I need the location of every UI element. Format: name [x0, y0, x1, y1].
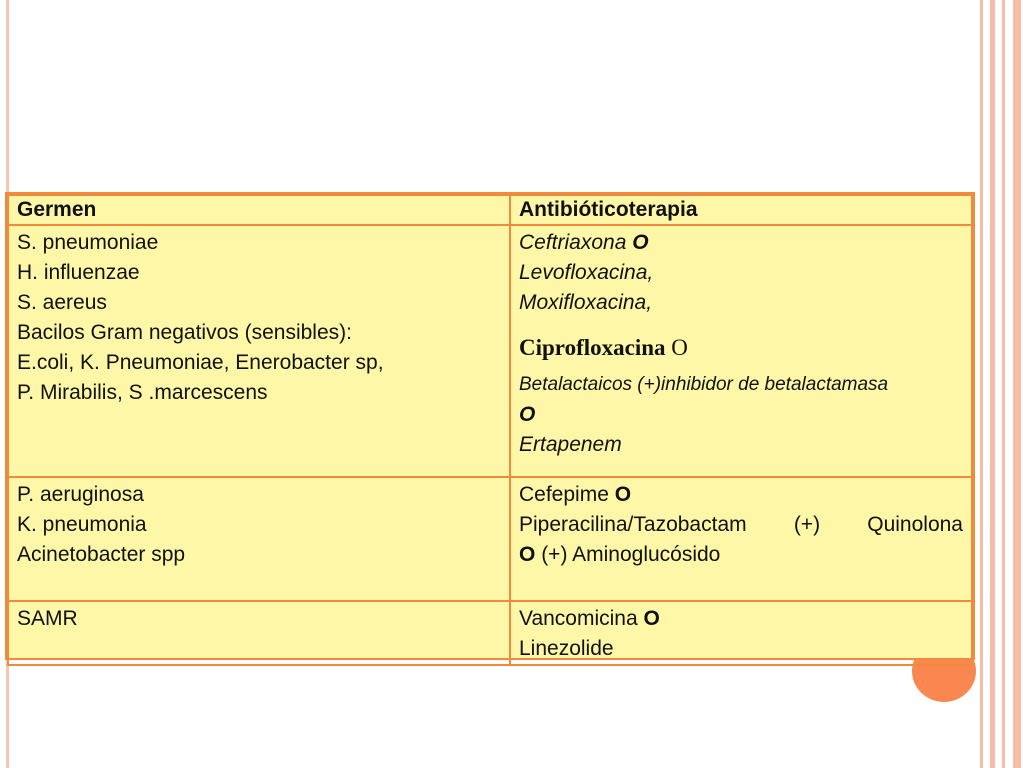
- drug-name: Quinolona: [867, 513, 963, 536]
- germ-item: E.coli, K. Pneumoniae, Enerobacter sp,: [17, 351, 384, 374]
- therapy-line: Levofloxacina,: [519, 261, 654, 284]
- germ-item: P. Mirabilis, S .marcescens: [17, 381, 268, 404]
- therapy-cell: [510, 477, 972, 601]
- therapy-line: [519, 604, 963, 634]
- drug-name: Piperacilina/Tazobactam: [519, 513, 747, 536]
- table-row: [8, 601, 972, 665]
- germ-item: SAMR: [17, 607, 78, 630]
- or-conjunction: O: [519, 543, 536, 566]
- therapy-line: [519, 332, 963, 364]
- germ-item: K. pneumonia: [17, 513, 147, 536]
- drug-name: Ceftriaxona: [519, 231, 627, 254]
- drug-name: Ciprofloxacina: [519, 335, 666, 360]
- or-conjunction: O: [519, 403, 536, 426]
- stripe: [1013, 0, 1021, 768]
- antibiotic-table-grid: [7, 194, 973, 666]
- therapy-line: Betalactaicos (+)inhibidor de betalactamasa: [519, 374, 889, 395]
- therapy-line: Ertapenem: [519, 433, 622, 456]
- stripe: [1002, 0, 1005, 768]
- therapy-cell: [510, 601, 972, 665]
- germ-item: H. influenzae: [17, 261, 140, 284]
- or-conjunction: O: [632, 231, 649, 254]
- germ-cell: [8, 601, 510, 665]
- germ-item: S. aereus: [17, 291, 107, 314]
- plus-marker: (+): [793, 513, 821, 536]
- or-conjunction: O: [614, 483, 632, 506]
- germ-item: P. aeruginosa: [17, 483, 144, 506]
- therapy-line: [519, 510, 963, 540]
- therapy-line: Moxifloxacina,: [519, 291, 653, 314]
- table-header-row: [8, 195, 972, 225]
- stripe: [990, 0, 995, 768]
- header-antibioticoterapia: Antibióticoterapia: [510, 195, 972, 225]
- therapy-line: Linezolide: [519, 637, 614, 660]
- antibiotic-table: [5, 192, 975, 660]
- table-row: [8, 477, 972, 601]
- or-conjunction: O: [643, 607, 660, 630]
- table-row: [8, 225, 972, 477]
- header-germen: Germen: [8, 195, 510, 225]
- germ-cell: [8, 477, 510, 601]
- germ-cell: [8, 225, 510, 477]
- drug-name: Vancomicina: [519, 607, 638, 630]
- therapy-cell: [510, 225, 972, 477]
- or-conjunction: O: [671, 335, 688, 360]
- germ-item: Acinetobacter spp: [17, 543, 186, 566]
- right-decorative-stripes: [980, 0, 1024, 768]
- drug-name: (+) Aminoglucósido: [541, 543, 721, 566]
- germ-item: S. pneumoniae: [17, 231, 159, 254]
- therapy-line: [519, 480, 963, 510]
- therapy-line: [519, 228, 963, 258]
- drug-name: Cefepime: [519, 483, 609, 506]
- stripe: [980, 0, 983, 768]
- germ-item: Bacilos Gram negativos (sensibles):: [17, 321, 352, 344]
- therapy-line: [519, 540, 963, 570]
